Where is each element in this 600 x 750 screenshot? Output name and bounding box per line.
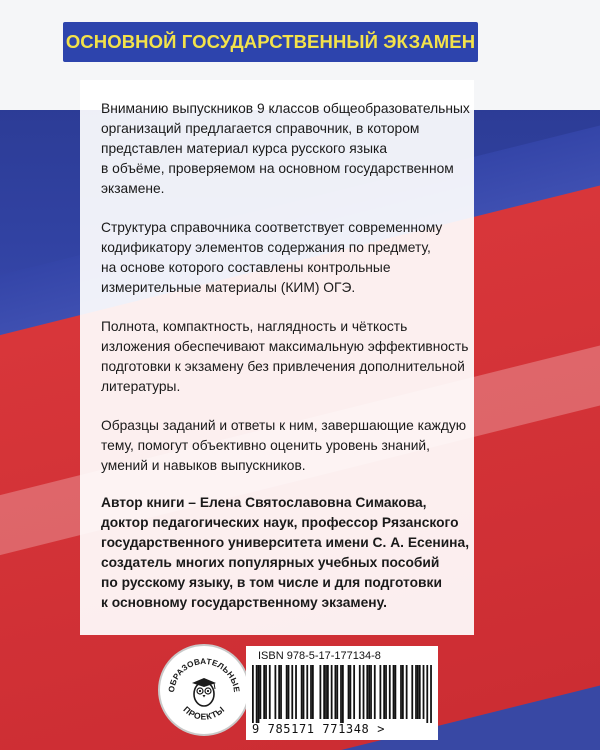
logo-top-text: ОБРАЗОВАТЕЛЬНЫЕ xyxy=(166,656,242,693)
barcode-bar xyxy=(327,665,329,719)
barcode-bar xyxy=(331,665,333,719)
text-line: на основе которого составлены контрольные xyxy=(101,260,391,275)
text-line: Полнота, компактность, наглядность и чёткость xyxy=(101,319,408,334)
barcode-bar xyxy=(320,665,322,719)
barcode-bar xyxy=(368,665,370,719)
barcode-bar xyxy=(335,665,337,719)
barcode-bar xyxy=(303,665,305,719)
barcode-bar xyxy=(278,665,280,719)
barcode-bar xyxy=(295,665,297,719)
isbn-number: ISBN 978-5-17-177134-8 xyxy=(258,650,381,662)
barcode-bar xyxy=(415,665,417,719)
text-line: умений и навыков выпускников. xyxy=(101,458,306,473)
text-line: в объёме, проверяемом на основном государственном xyxy=(101,161,454,176)
paragraph-author xyxy=(101,493,473,613)
barcode-bar xyxy=(380,665,382,719)
text-line: государственного университета имени С. А. Есенина, xyxy=(101,535,470,550)
barcode-bar xyxy=(406,665,408,719)
text-line: доктор педагогических наук, профессор Рязанского xyxy=(101,515,459,530)
barcode-bar xyxy=(306,665,308,719)
barcode-bar xyxy=(374,665,376,719)
text-line: литературы. xyxy=(101,379,181,394)
barcode-bar xyxy=(310,665,312,719)
barcode-bar xyxy=(385,665,387,719)
barcode-bar xyxy=(370,665,372,719)
barcode-graphic xyxy=(252,665,432,723)
text-line: изложения обеспечивают максимальную эффективность xyxy=(101,339,469,354)
text-line: организаций предлагается справочник, в котором xyxy=(101,121,420,136)
paragraph-intro xyxy=(101,99,473,199)
barcode-area xyxy=(246,646,438,740)
barcode-bar xyxy=(263,665,265,719)
text-line: экзамене. xyxy=(101,181,165,196)
description-text xyxy=(101,99,473,632)
text-line: тему, помогут объективно оценить уровень знаний, xyxy=(101,438,430,453)
barcode-bar xyxy=(288,665,290,719)
paragraph-structure xyxy=(101,218,473,298)
barcode-bar xyxy=(353,665,355,719)
barcode-bar xyxy=(383,665,385,719)
barcode-bar xyxy=(393,665,395,719)
series-title-bar xyxy=(63,22,478,62)
owl-icon xyxy=(192,678,216,706)
text-line: Структура справочника соответствует современному xyxy=(101,220,443,235)
barcode-bar xyxy=(426,665,428,723)
barcode-bar xyxy=(430,665,432,723)
paragraph-samples xyxy=(101,416,473,476)
barcode-bar xyxy=(275,665,277,719)
barcode-bar xyxy=(411,665,413,719)
text-line: создатель многих популярных учебных пособий xyxy=(101,555,440,570)
barcode-bar xyxy=(258,665,260,723)
publisher-logo-graphic xyxy=(160,646,248,734)
barcode-bar xyxy=(359,665,361,719)
barcode-bar xyxy=(323,665,325,719)
text-line: кодификатору элементов содержания по предмету, xyxy=(101,240,431,255)
barcode-bar xyxy=(400,665,402,719)
barcode-bar xyxy=(419,665,421,719)
barcode-bar xyxy=(363,665,365,719)
barcode-bar xyxy=(260,665,262,719)
barcode-bar xyxy=(389,665,391,719)
text-line: Автор книги – Елена Святославовна Симакова, xyxy=(101,495,427,510)
barcode-bar xyxy=(325,665,327,719)
barcode-bar xyxy=(256,665,258,723)
text-line: Образцы заданий и ответы к ним, завершающие каждую xyxy=(101,418,467,433)
barcode-bar xyxy=(417,665,419,719)
barcode-bar xyxy=(342,665,344,723)
barcode-bar xyxy=(350,665,352,719)
paragraph-completeness xyxy=(101,317,473,397)
text-line: подготовки к экзамену без привлечения дополнительной xyxy=(101,359,465,374)
barcode-bar xyxy=(252,665,254,723)
barcode-bar xyxy=(286,665,288,719)
barcode-bar xyxy=(402,665,404,719)
barcode-bar xyxy=(348,665,350,719)
barcode-bar xyxy=(340,665,342,723)
text-line: измерительные материалы (КИМ) ОГЭ. xyxy=(101,280,356,295)
barcode-bar xyxy=(336,665,338,719)
barcode-bar xyxy=(301,665,303,719)
barcode-bar xyxy=(280,665,282,719)
barcode-bar xyxy=(312,665,314,719)
barcode-bar xyxy=(269,665,271,719)
text-line: к основному государственному экзамену. xyxy=(101,595,387,610)
publisher-logo xyxy=(158,644,250,736)
barcode-digits: 9 785171 771348 > xyxy=(252,722,386,736)
text-line: представлен материал курса русского языка xyxy=(101,141,388,156)
barcode-bar xyxy=(395,665,397,719)
series-title: ОСНОВНОЙ ГОСУДАРСТВЕННЫЙ ЭКЗАМЕН xyxy=(65,31,476,52)
text-line: по русскому языку, в том числе и для подготовки xyxy=(101,575,442,590)
barcode-bar xyxy=(265,665,267,719)
barcode-bar xyxy=(366,665,368,719)
logo-bottom-text: ПРОЕКТЫ xyxy=(181,704,227,722)
text-line: Вниманию выпускников 9 классов общеобразовательных xyxy=(101,101,470,116)
barcode-bar xyxy=(291,665,293,719)
barcode-bar xyxy=(423,665,425,719)
